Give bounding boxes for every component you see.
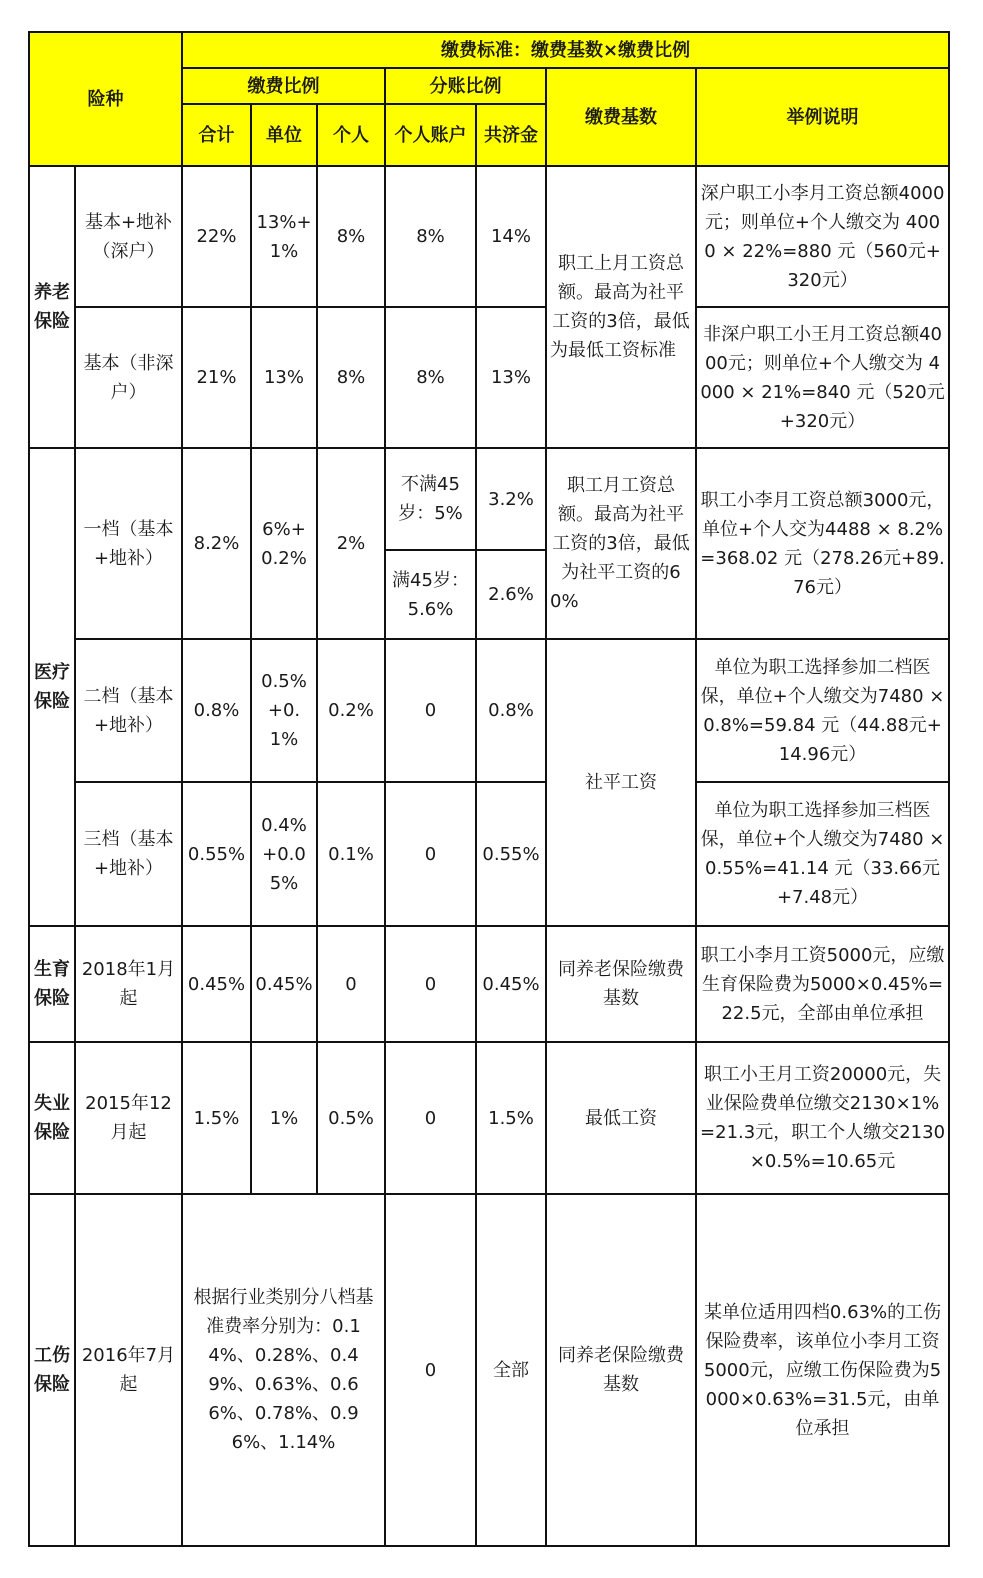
personal-account: 8% [385,307,476,448]
rate-employer: 0.5%+0.1% [251,639,317,782]
rate-employer: 13%+1% [251,166,317,307]
personal-account-over45: 满45岁：5.6% [385,550,476,639]
pooled-fund-over45: 2.6% [476,550,546,639]
sub-type: 基本（非深户） [75,307,182,448]
category-maternity: 生育保险 [29,926,75,1042]
pooled-fund: 13% [476,307,546,448]
rate-total: 1.5% [182,1042,251,1194]
table-row [29,1194,949,1546]
pooled-fund: 0.45% [476,926,546,1042]
sub-type: 一档（基本+地补） [75,448,182,639]
contribution-base: 同养老保险缴费基数 [546,926,696,1042]
sub-type: 二档（基本+地补） [75,639,182,782]
example: 深户职工小李月工资总额4000元；则单位+个人缴交为 4000 × 22%=880 元（560元+320元） [696,166,949,307]
category-medical: 医疗保险 [29,448,75,926]
pooled-fund: 0.8% [476,639,546,782]
contribution-base: 最低工资 [546,1042,696,1194]
table-row [29,307,949,448]
sub-type: 2016年7月起 [75,1194,182,1546]
rate-individual: 0.2% [317,639,385,782]
rate-total: 22% [182,166,251,307]
table-row [29,166,949,307]
sub-type: 2015年12月起 [75,1042,182,1194]
contribution-base: 职工上月工资总额。最高为社平工资的3倍，最低为最低工资标准 [546,166,696,448]
contribution-base: 同养老保险缴费基数 [546,1194,696,1546]
personal-account: 8% [385,166,476,307]
rate-total: 21% [182,307,251,448]
rate-individual: 0.5% [317,1042,385,1194]
rate-employer: 0.45% [251,926,317,1042]
header-individual: 个人 [317,104,385,166]
contribution-base: 社平工资 [546,639,696,926]
rate-total: 0.8% [182,639,251,782]
header-total: 合计 [182,104,251,166]
pooled-fund: 14% [476,166,546,307]
example: 单位为职工选择参加三档医保，单位+个人缴交为7480 × 0.55%=41.14 元（33.66元+7.48元） [696,782,949,926]
header-pooled-fund: 共济金 [476,104,546,166]
example: 单位为职工选择参加二档医保，单位+个人缴交为7480 × 0.8%=59.84 元（44.88元+14.96元） [696,639,949,782]
rate-total: 8.2% [182,448,251,639]
injury-rate-tiers: 根据行业类别分八档基准费率分别为：0.14%、0.28%、0.49%、0.63%、0.66%、0.78%、0.96%、1.14% [182,1194,385,1546]
social-insurance-table [28,31,950,1547]
rate-employer: 1% [251,1042,317,1194]
rate-employer: 6%+0.2% [251,448,317,639]
category-work-injury: 工伤保险 [29,1194,75,1546]
table-row [29,639,949,782]
personal-account: 0 [385,1194,476,1546]
personal-account: 0 [385,926,476,1042]
header-rate-group: 缴费比例 [182,68,385,104]
rate-total: 0.45% [182,926,251,1042]
rate-employer: 13% [251,307,317,448]
rate-individual: 0 [317,926,385,1042]
table-row [29,782,949,926]
table-row [29,1042,949,1194]
rate-total: 0.55% [182,782,251,926]
category-pension: 养老保险 [29,166,75,448]
table-row [29,448,949,550]
header-employer: 单位 [251,104,317,166]
pooled-fund: 0.55% [476,782,546,926]
rate-individual: 2% [317,448,385,639]
sub-type: 三档（基本+地补） [75,782,182,926]
header-base: 缴费基数 [546,68,696,166]
header-formula-title: 缴费标准：缴费基数×缴费比例 [182,32,949,68]
sub-type: 基本+地补（深户） [75,166,182,307]
personal-account: 0 [385,782,476,926]
header-personal-account: 个人账户 [385,104,476,166]
rate-employer: 0.4%+0.05% [251,782,317,926]
header-example: 举例说明 [696,68,949,166]
example: 职工小李月工资5000元，应缴生育保险费为5000×0.45%=22.5元，全部由单位承担 [696,926,949,1042]
example: 职工小李月工资总额3000元，单位+个人交为4488 × 8.2%=368.02 元（278.26元+89.76元） [696,448,949,639]
pooled-fund: 1.5% [476,1042,546,1194]
rate-individual: 8% [317,166,385,307]
table-row [29,926,949,1042]
example: 某单位适用四档0.63%的工伤保险费率，该单位小李月工资5000元，应缴工伤保险费为5000×0.63%=31.5元，由单位承担 [696,1194,949,1546]
example: 职工小王月工资20000元，失业保险费单位缴交2130×1%=21.3元，职工个人缴交2130×0.5%=10.65元 [696,1042,949,1194]
example: 非深户职工小王月工资总额4000元；则单位+个人缴交为 4000 × 21%=840 元（520元+320元） [696,307,949,448]
category-unemployment: 失业保险 [29,1042,75,1194]
rate-individual: 0.1% [317,782,385,926]
rate-individual: 8% [317,307,385,448]
pooled-fund: 全部 [476,1194,546,1546]
personal-account: 0 [385,639,476,782]
header-insurance-type: 险种 [29,32,182,166]
pooled-fund-under45: 3.2% [476,448,546,550]
personal-account-under45: 不满45岁：5% [385,448,476,550]
sub-type: 2018年1月起 [75,926,182,1042]
contribution-base: 职工月工资总额。最高为社平工资的3倍，最低为社平工资的60% [546,448,696,639]
personal-account: 0 [385,1042,476,1194]
header-split-group: 分账比例 [385,68,546,104]
